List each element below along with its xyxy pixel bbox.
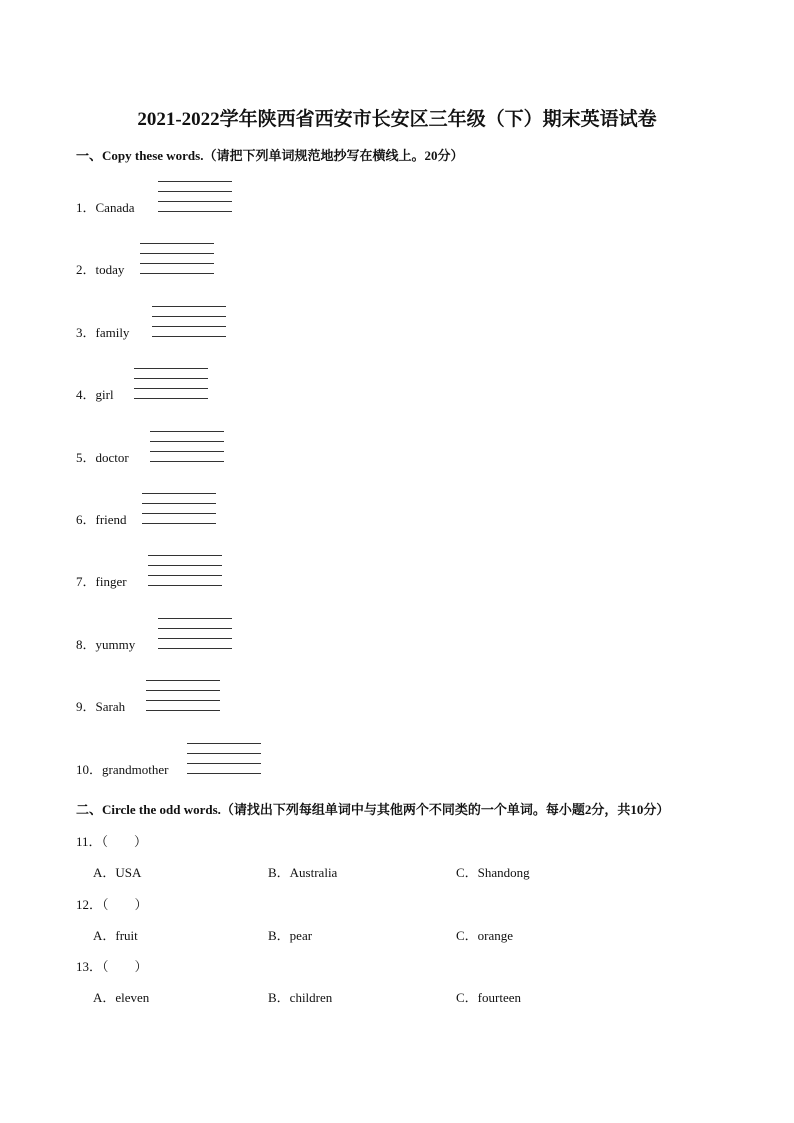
writing-lines[interactable] xyxy=(134,367,208,401)
copy-item-1 xyxy=(76,180,476,216)
writing-lines[interactable] xyxy=(152,305,226,339)
copy-item-4 xyxy=(76,367,476,403)
writing-lines[interactable] xyxy=(140,242,214,276)
question-12-number: 12．（ ） xyxy=(76,897,148,912)
copy-item-word: 3．family xyxy=(76,325,130,340)
writing-lines[interactable] xyxy=(187,742,261,776)
copy-item-word: 6．friend xyxy=(76,512,127,527)
writing-lines[interactable] xyxy=(158,617,232,651)
question-12-option-b[interactable]: B．pear xyxy=(268,928,313,943)
question-13-option-b[interactable]: B．children xyxy=(268,990,333,1005)
writing-lines[interactable] xyxy=(142,492,216,526)
question-12-option-c[interactable]: C．orange xyxy=(456,928,514,943)
copy-item-3 xyxy=(76,305,476,341)
question-11-number: 11．（ ） xyxy=(76,834,148,849)
copy-item-2 xyxy=(76,242,476,278)
writing-lines[interactable] xyxy=(148,554,222,588)
writing-lines[interactable] xyxy=(158,180,232,214)
copy-item-word: 10．grandmother xyxy=(76,762,169,777)
question-11-option-a[interactable]: A．USA xyxy=(93,865,142,880)
copy-item-word: 8．yummy xyxy=(76,637,136,652)
copy-item-9 xyxy=(76,679,476,715)
copy-item-word: 9．Sarah xyxy=(76,699,126,714)
copy-item-word: 7．finger xyxy=(76,574,127,589)
question-13-number: 13．（ ） xyxy=(76,959,148,974)
copy-item-5 xyxy=(76,430,476,466)
copy-item-8 xyxy=(76,617,476,653)
question-13-option-a[interactable]: A．eleven xyxy=(93,990,150,1005)
question-11-option-c[interactable]: C．Shandong xyxy=(456,865,530,880)
question-12-option-a[interactable]: A．fruit xyxy=(93,928,138,943)
page-title: 2021-2022学年陕西省西安市长安区三年级（下）期末英语试卷 xyxy=(137,109,657,130)
copy-item-word: 4．girl xyxy=(76,387,114,402)
copy-item-7 xyxy=(76,554,476,590)
writing-lines[interactable] xyxy=(146,679,220,713)
section-2-heading: 二、Circle the odd words.（请找出下列每组单词中与其他两个不同类的一个单词。每小题2分，共10分） xyxy=(76,802,670,817)
copy-item-word: 2．today xyxy=(76,262,125,277)
copy-item-6 xyxy=(76,492,476,528)
section-1-heading: 一、Copy these words.（请把下列单词规范地抄写在横线上。20分） xyxy=(76,148,464,163)
copy-item-10 xyxy=(76,742,476,778)
copy-item-word: 1．Canada xyxy=(76,200,135,215)
question-13-option-c[interactable]: C．fourteen xyxy=(456,990,521,1005)
question-11-option-b[interactable]: B．Australia xyxy=(268,865,338,880)
copy-item-word: 5．doctor xyxy=(76,450,129,465)
writing-lines[interactable] xyxy=(150,430,224,464)
